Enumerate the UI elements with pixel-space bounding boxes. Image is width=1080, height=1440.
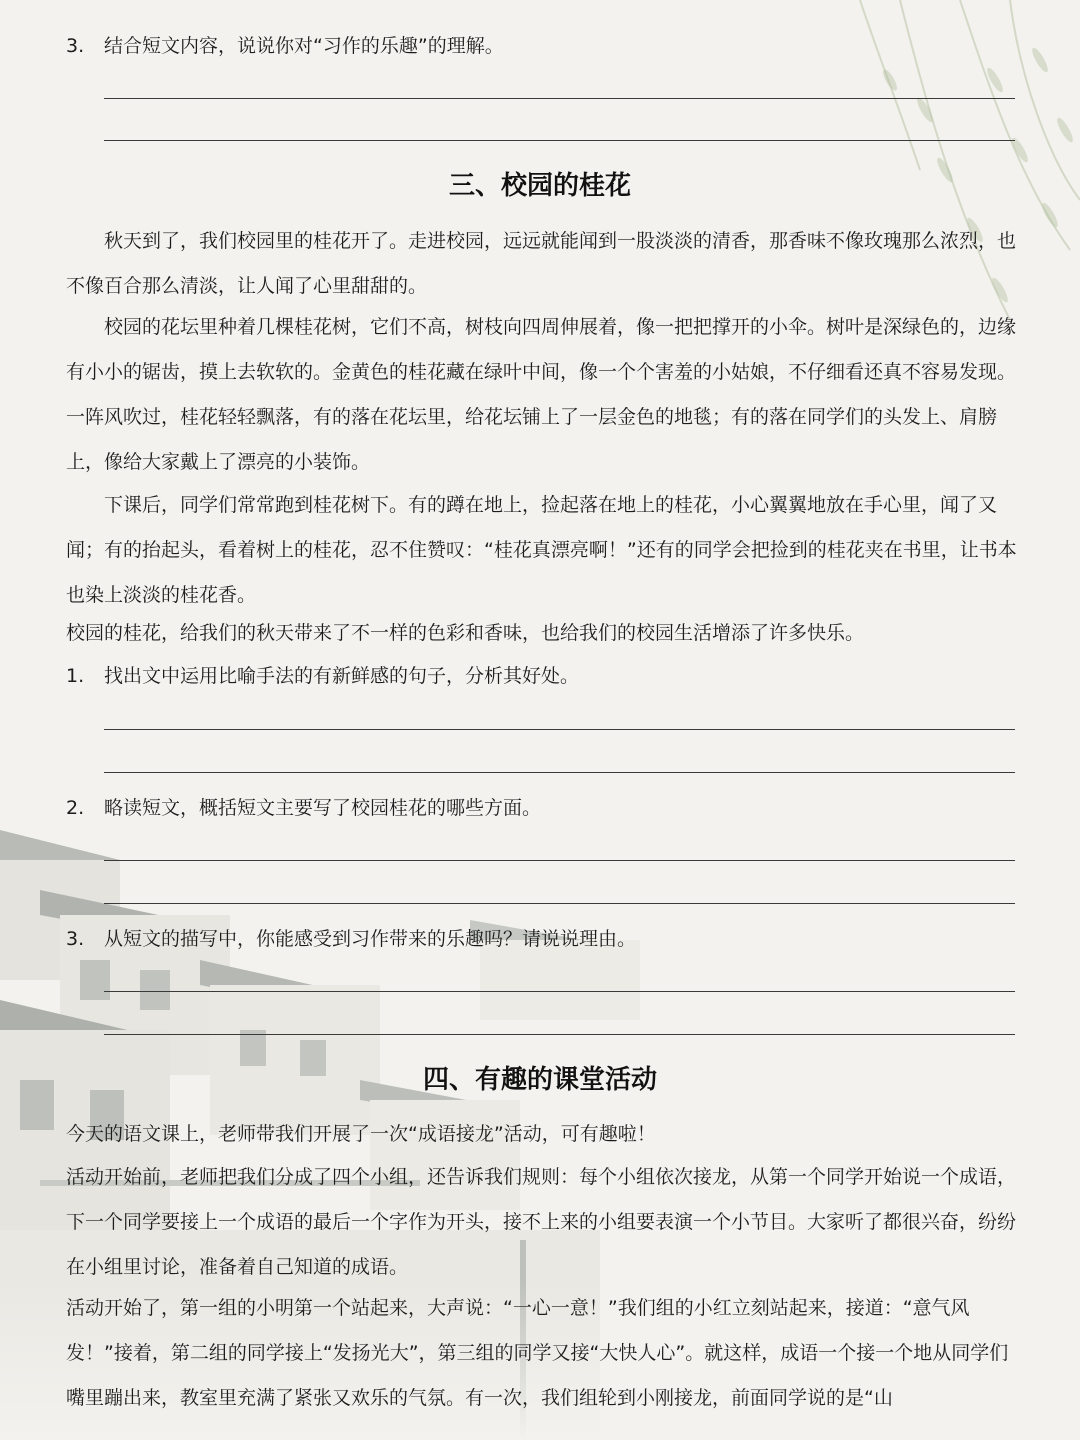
question-number: 1. <box>66 665 85 687</box>
section-4-paragraph-3: 活动开始了，第一组的小明第一个站起来，大声说：“一心一意！”我们组的小红立刻站起来，接道：“意气风发！”接着，第二组的同学接上“发扬光大”，第三组的同学又接“大快人心”。就这样，成语一个接一个地从同学们嘴里蹦出来，教室里充满了紧张又欢乐的气氛。有一次，我们组轮到小刚接龙，前面同学说的是“山 <box>66 1297 1009 1409</box>
answer-line[interactable] <box>104 991 1015 992</box>
answer-line[interactable] <box>104 140 1015 141</box>
question-text: 结合短文内容，说说你对“习作的乐趣”的理解。 <box>104 35 504 57</box>
question-text: 略读短文，概括短文主要写了校园桂花的哪些方面。 <box>104 797 542 819</box>
section-3-title: 三、校园的桂花 <box>448 171 631 201</box>
section-3-paragraph-1: 秋天到了，我们校园里的桂花开了。走进校园，远远就能闻到一股淡淡的清香，那香味不像玫瑰那么浓烈，也不像百合那么清淡，让人闻了心里甜甜的。 <box>66 230 1017 297</box>
question-number: 3. <box>66 928 85 950</box>
answer-line[interactable] <box>104 903 1015 904</box>
question-3 <box>66 926 636 952</box>
answer-line[interactable] <box>104 729 1015 730</box>
question-text: 从短文的描写中，你能感受到习作带来的乐趣吗？请说说理由。 <box>104 928 637 950</box>
question-number: 2. <box>66 797 85 819</box>
section-4-paragraph-2: 活动开始前，老师把我们分成了四个小组，还告诉我们规则：每个小组依次接龙，从第一个同学开始说一个成语，下一个同学要接上一个成语的最后一个字作为开头，接不上来的小组要表演一个小节目。大家听了都很兴奋，纷纷在小组里讨论，准备着自己知道的成语。 <box>66 1166 1017 1278</box>
section-3-paragraph-2: 校园的花坛里种着几棵桂花树，它们不高，树枝向四周伸展着，像一把把撑开的小伞。树叶是深绿色的，边缘有小小的锯齿，摸上去软软的。金黄色的桂花藏在绿叶中间，像一个个害羞的小姑娘，不仔细看还真不容易发现。一阵风吹过，桂花轻轻飘落，有的落在花坛里，给花坛铺上了一层金色的地毯；有的落在同学们的头发上、肩膀上，像给大家戴上了漂亮的小装饰。 <box>66 316 1017 473</box>
question-2 <box>66 795 541 821</box>
section-3-paragraph-3: 下课后，同学们常常跑到桂花树下。有的蹲在地上，捡起落在地上的桂花，小心翼翼地放在手心里，闻了又闻；有的抬起头，看着树上的桂花，忍不住赞叹：“桂花真漂亮啊！”还有的同学会把捡到的桂花夹在书里，让书本也染上淡淡的桂花香。 <box>66 494 1017 606</box>
question-number: 3. <box>66 35 85 57</box>
question-3 <box>66 33 504 59</box>
answer-line[interactable] <box>104 772 1015 773</box>
answer-line[interactable] <box>104 1034 1015 1035</box>
question-text: 找出文中运用比喻手法的有新鲜感的句子，分析其好处。 <box>104 665 580 687</box>
answer-line[interactable] <box>104 98 1015 99</box>
question-1 <box>66 663 579 689</box>
answer-line[interactable] <box>104 860 1015 861</box>
section-4-title: 四、有趣的课堂活动 <box>422 1065 657 1095</box>
section-4-paragraph-1: 今天的语文课上，老师带我们开展了一次“成语接龙”活动，可有趣啦！ <box>66 1123 656 1145</box>
section-3-paragraph-4: 校园的桂花，给我们的秋天带来了不一样的色彩和香味，也给我们的校园生活增添了许多快乐。 <box>66 622 865 644</box>
